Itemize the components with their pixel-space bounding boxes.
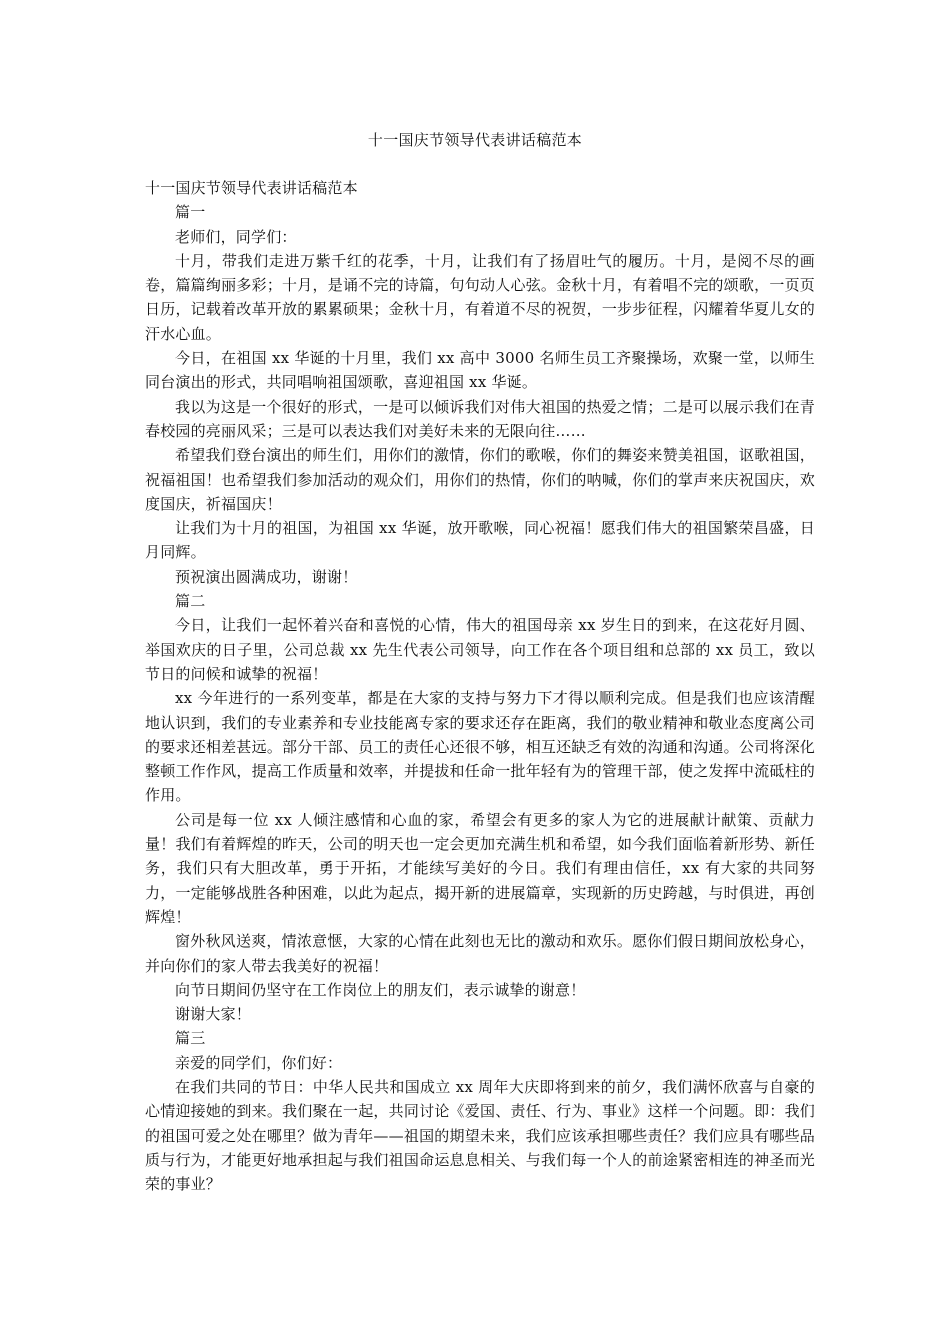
paragraph: 希望我们登台演出的师生们，用你们的激情，你们的歌喉，你们的舞姿来赞美祖国，讴歌祖国，祝福祖国！也希望我们参加活动的观众们，用你们的热情，你们的呐喊，你们的掌声来庆祝国庆，欢度国庆，祈福国庆！ xyxy=(145,446,815,513)
section-heading-2: 篇二 xyxy=(175,592,206,611)
paragraph: 窗外秋风送爽，情浓意惬，大家的心情在此刻也无比的激动和欢乐。愿你们假日期间放松身心，并向你们的家人带去我美好的祝福！ xyxy=(145,932,815,975)
paragraph: 老师们，同学们： xyxy=(175,227,297,246)
document-subtitle: 十一国庆节领导代表讲话稿范本 xyxy=(145,179,358,197)
paragraph: 公司是每一位 xx 人倾注感情和心血的家，希望会有更多的家人为它的进展献计献策、贡献力量！我们有着辉煌的昨天，公司的明天也一定会更加充满生机和希望，如今我们面临着新形势、新任务，我们只有大胆改革，勇于开拓，才能续写美好的今日。我们有理由信任，xx 有大家的共同努力，一定能够战胜各种困难，以此为起点，揭开新的进展篇章，实现新的历史跨越，与时俱进，再创辉煌！ xyxy=(145,810,815,926)
paragraph: 让我们为十月的祖国，为祖国 xx 华诞，放开歌喉，同心祝福！愿我们伟大的祖国繁荣昌盛，日月同辉。 xyxy=(145,519,815,562)
paragraph: 今日，让我们一起怀着兴奋和喜悦的心情，伟大的祖国母亲 xx 岁生日的到来，在这花好月圆、举国欢庆的日子里，公司总裁 xx 先生代表公司领导，向工作在各个项目组和总部的 xx 员工，致以节日的问候和诚挚的祝福！ xyxy=(145,616,815,683)
paragraph: xx 今年进行的一系列变革，都是在大家的支持与努力下才得以顺利完成。但是我们也应该清醒地认识到，我们的专业素养和专业技能离专家的要求还存在距离，我们的敬业精神和敬业态度离公司的要求还相差甚远。部分干部、员工的责任心还很不够，相互还缺乏有效的沟通和沟通。公司将深化整顿工作作风，提高工作质量和效率，并提拔和任命一批年轻有为的管理干部，使之发挥中流砥柱的作用。 xyxy=(145,689,815,805)
document-body xyxy=(145,176,815,1196)
paragraph: 向节日期间仍坚守在工作岗位上的朋友们，表示诚挚的谢意！ xyxy=(175,980,586,999)
paragraph: 在我们共同的节日：中华人民共和国成立 xx 周年大庆即将到来的前夕，我们满怀欣喜与自豪的心情迎接她的到来。我们聚在一起，共同讨论《爱国、责任、行为、事业》这样一个问题。即：我们的祖国可爱之处在哪里？做为青年——祖国的期望未来，我们应该承担哪些责任？我们应具有哪些品质与行为，才能更好地承担起与我们祖国命运息息相关、与我们每一个人的前途紧密相连的神圣而光荣的事业？ xyxy=(145,1077,815,1194)
document-title: 十一国庆节领导代表讲话稿范本 xyxy=(367,131,583,149)
paragraph: 预祝演出圆满成功，谢谢！ xyxy=(175,567,358,586)
section-heading-1: 篇一 xyxy=(175,203,206,222)
section-heading-3: 篇三 xyxy=(175,1029,206,1048)
paragraph: 我以为这是一个很好的形式，一是可以倾诉我们对伟大祖国的热爱之情；二是可以展示我们在青春校园的亮丽风采；三是可以表达我们对美好未来的无限向往…… xyxy=(145,397,815,440)
paragraph: 亲爱的同学们，你们好： xyxy=(175,1053,343,1072)
paragraph: 十月，带我们走进万紫千红的花季，十月，让我们有了扬眉吐气的履历。十月，是阅不尽的画卷，篇篇绚丽多彩；十月，是诵不完的诗篇，句句动人心弦。金秋十月，有着唱不完的颂歌，一页页日历，记载着改革开放的累累硕果；金秋十月，有着道不尽的祝贺，一步步征程，闪耀着华夏儿女的汗水心血。 xyxy=(145,251,815,343)
paragraph: 谢谢大家！ xyxy=(175,1005,252,1024)
paragraph: 今日，在祖国 xx 华诞的十月里，我们 xx 高中 3000 名师生员工齐聚操场，欢聚一堂，以师生同台演出的形式，共同唱响祖国颂歌，喜迎祖国 xx 华诞。 xyxy=(145,349,815,392)
